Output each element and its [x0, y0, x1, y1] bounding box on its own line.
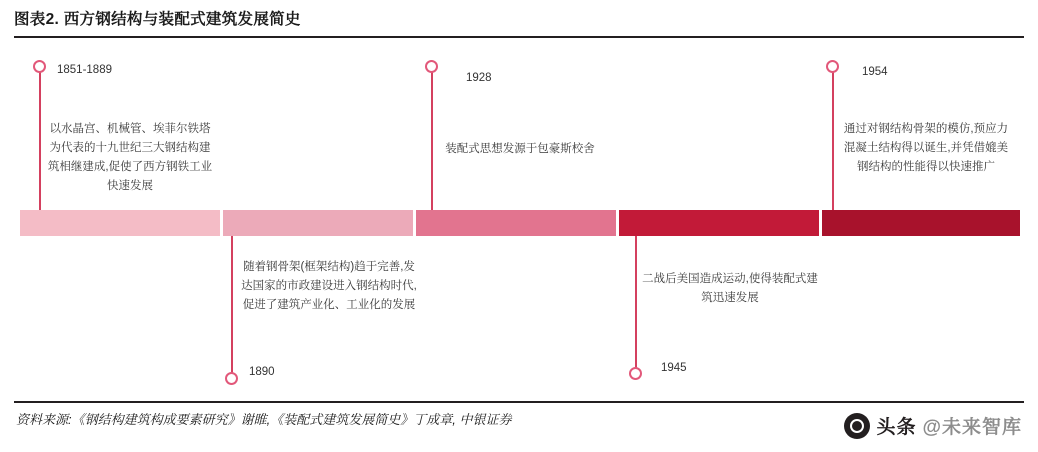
timeline-marker-1 — [33, 60, 46, 73]
source-note: 资料来源:《钢结构建筑构成要素研究》谢睢,《装配式建筑发展简史》丁成章, 中银证券 — [16, 412, 512, 427]
timeline-segment-3 — [416, 210, 616, 236]
figure-title-bar — [14, 6, 1024, 36]
toutiao-logo-icon — [844, 413, 870, 439]
watermark — [844, 412, 1022, 439]
timeline-text-3: 装配式思想发源于包豪斯校舍 — [445, 143, 595, 155]
timeline-segment-5 — [822, 210, 1020, 236]
timeline-year-2: 1890 — [249, 366, 275, 378]
timeline-year-1: 1851-1889 — [57, 64, 112, 76]
timeline-marker-4 — [629, 367, 642, 380]
timeline-stem-2 — [231, 236, 233, 378]
timeline-text-1: 以水晶宫、机械管、埃菲尔铁塔为代表的十九世纪三大钢结构建筑相继建成,促使了西方钢铁工业快速发展 — [47, 123, 213, 192]
timeline-stem-4 — [635, 236, 637, 373]
timeline-segment-2 — [223, 210, 413, 236]
timeline-text-4: 二战后美国造成运动,使得装配式建筑迅速发展 — [642, 273, 818, 304]
timeline-text-5: 通过对钢结构骨架的模仿,预应力混凝土结构得以诞生,并凭借媲美钢结构的性能得以快速推广 — [843, 123, 1009, 173]
timeline-segment-4 — [619, 210, 819, 236]
timeline-year-4: 1945 — [661, 362, 687, 374]
timeline-stem-3 — [431, 68, 433, 210]
timeline-year-3: 1928 — [466, 72, 492, 84]
watermark-label-right: @未来智库 — [922, 417, 1022, 438]
page-title: 图表2. 西方钢结构与装配式建筑发展简史 — [14, 11, 301, 28]
timeline-stem-1 — [39, 68, 41, 210]
timeline-text-2: 随着钢骨架(框架结构)趋于完善,发达国家的市政建设进入钢结构时代,促进了建筑产业化、工业化的发展 — [241, 261, 417, 311]
timeline-year-5: 1954 — [862, 66, 888, 78]
timeline-marker-2 — [225, 372, 238, 385]
watermark-label-left: 头条 — [876, 417, 917, 438]
timeline-bar — [20, 210, 1020, 236]
source-divider — [14, 401, 1024, 403]
timeline-marker-5 — [826, 60, 839, 73]
timeline-stem-5 — [832, 68, 834, 210]
title-divider — [14, 36, 1024, 38]
timeline-segment-1 — [20, 210, 220, 236]
timeline-marker-3 — [425, 60, 438, 73]
